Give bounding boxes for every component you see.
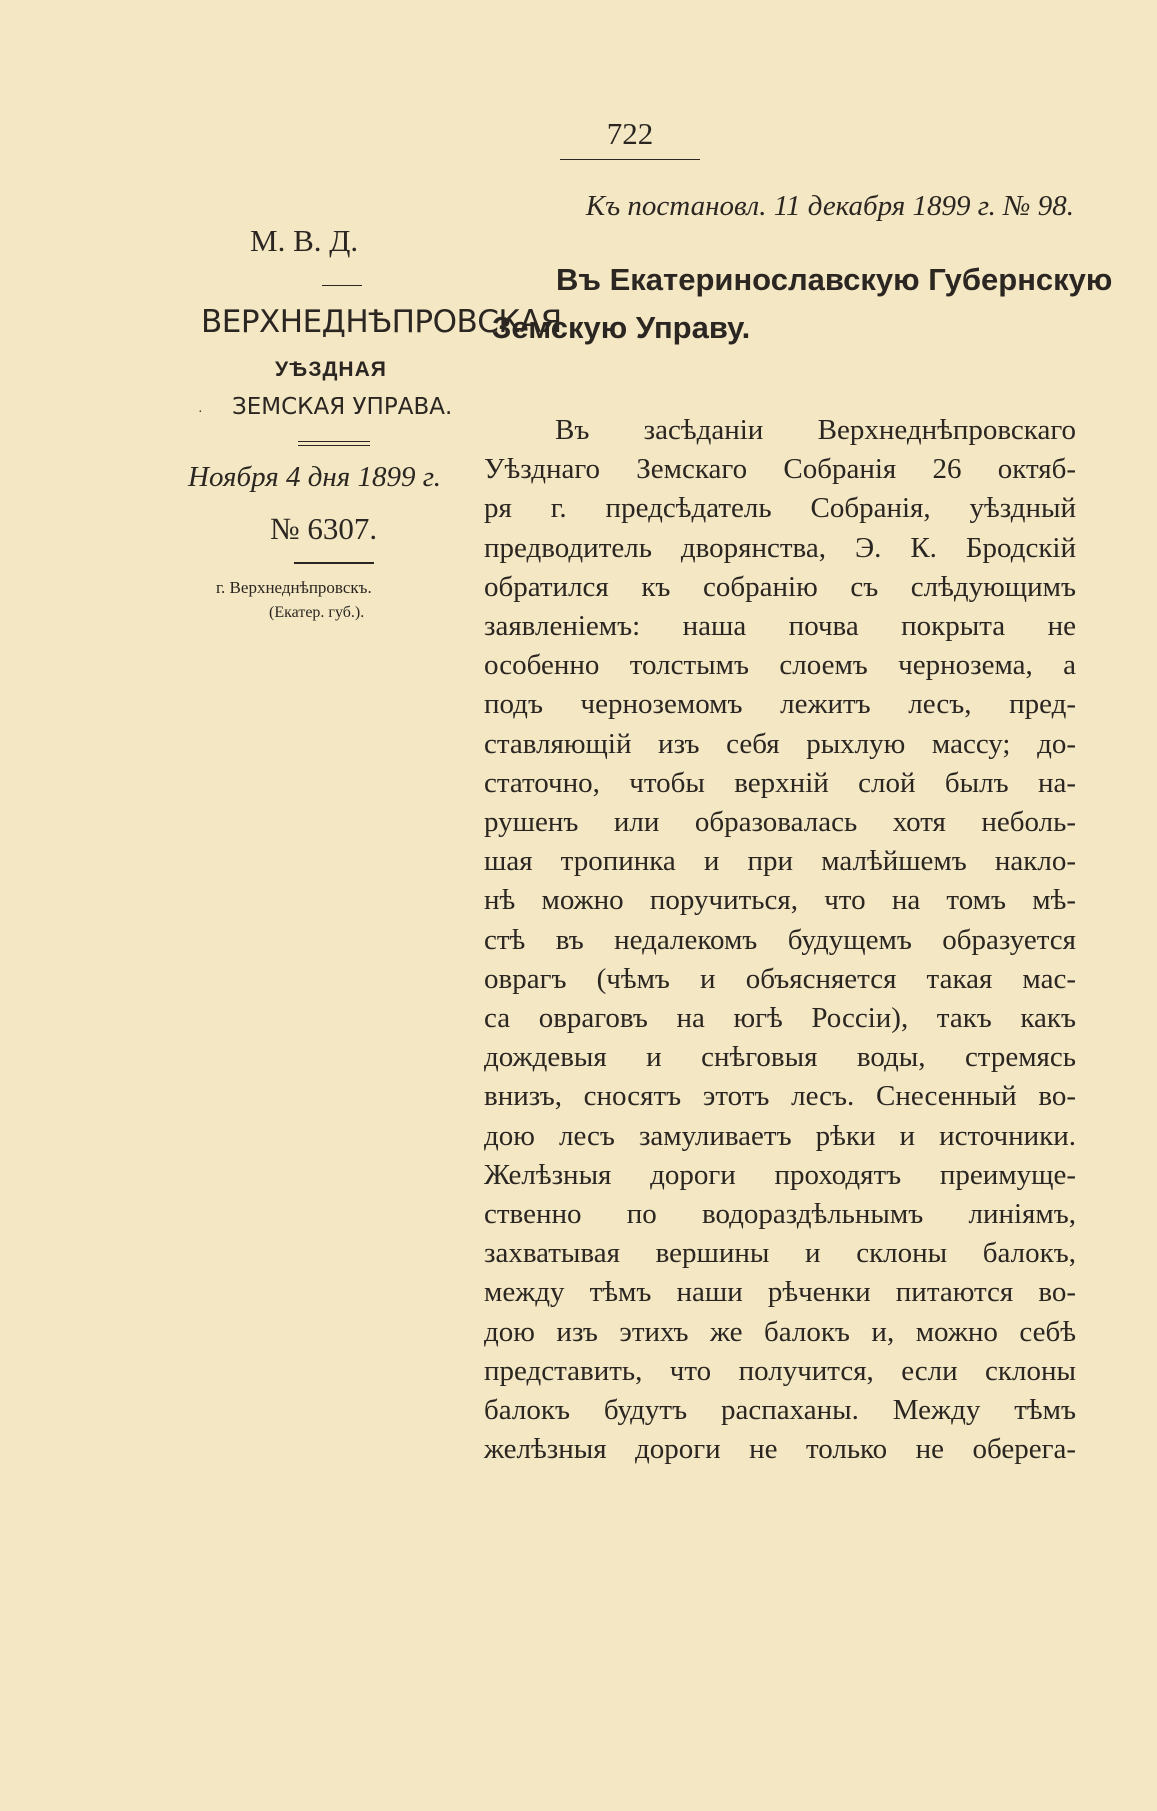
letter-number: № 6307. [270, 511, 378, 546]
body-line: нѣ можно поручиться, что на томъ мѣ- [484, 884, 1076, 917]
page-number: 722 [606, 116, 654, 151]
body-line: захватывая вершины и склоны балокъ, [484, 1237, 1076, 1270]
body-line: обратился къ собранію съ слѣдующимъ [484, 570, 1076, 603]
body-line: ря г. предсѣдатель Собранія, уѣздный [484, 492, 1076, 525]
body-line: особенно толстымъ слоемъ чернозема, а [484, 649, 1076, 682]
body-line: стѣ въ недалекомъ будущемъ образуется [484, 923, 1076, 956]
office-type-line-1: УѢЗДНАЯ [275, 358, 387, 381]
body-line: ственно по водораздѣльнымъ линіямъ, [484, 1198, 1076, 1231]
sender-province: (Екатер. губ.). [269, 604, 365, 621]
body-line: Уѣзднаго Земскаго Собранія 26 октяб- [484, 453, 1076, 486]
body-line: дождевыя и снѣговыя воды, стремясь [484, 1041, 1076, 1074]
addressee-line-1: Въ Екатеринославскую Губернскую [556, 262, 1113, 297]
body-line: предводитель дворянства, Э. К. Бродскій [484, 531, 1076, 564]
double-rule [298, 441, 370, 446]
body-line: подъ черноземомъ лежитъ лесъ, пред- [484, 688, 1076, 721]
body-line: дою лесъ замуливаетъ рѣки и источники. [484, 1119, 1076, 1152]
body-line: заявленіемъ: наша почва покрыта не [484, 610, 1076, 643]
body-line: Желѣзныя дороги проходятъ преимуще- [484, 1158, 1076, 1191]
body-line: рушенъ или образовалась хотя неболь- [484, 806, 1076, 839]
sender-place: г. Верхнеднѣпровскъ. [216, 578, 372, 597]
heading-dash [322, 285, 362, 286]
body-line: шая тропинка и при малѣйшемъ накло- [484, 845, 1076, 878]
body-line: ставляющій изъ себя рыхлую массу; до- [484, 727, 1076, 760]
letter-body [484, 411, 1076, 1469]
body-line: статочно, чтобы верхній слой былъ на- [484, 766, 1076, 799]
body-line: между тѣмъ наши рѣченки питаются во- [484, 1276, 1076, 1309]
margin-dot: · [198, 405, 203, 420]
body-line: балокъ будутъ распаханы. Между тѣмъ [484, 1394, 1076, 1427]
body-line: желѣзныя дороги не только не оберега- [484, 1433, 1076, 1466]
body-line: оврагъ (чѣмъ и объясняется такая мас- [484, 962, 1076, 995]
office-name: ВЕРХНЕДНѢПРОВСКАЯ [201, 304, 562, 340]
ministry-heading: М. В. Д. [250, 223, 359, 258]
addressee-line-2: Земскую Управу. [492, 310, 751, 345]
number-rule [294, 562, 374, 564]
body-line: дою изъ этихъ же балокъ и, можно себѣ [484, 1315, 1076, 1348]
body-line: Въ засѣданіи Верхнеднѣпровскаго [555, 414, 1076, 446]
body-line: са овраговъ на югѣ Россіи), такъ какъ [484, 1002, 1076, 1035]
resolution-reference: Къ постановл. 11 декабря 1899 г. № 98. [585, 190, 1074, 222]
page-number-rule [560, 159, 700, 160]
letter-date: Ноября 4 дня 1899 г. [188, 461, 441, 493]
body-line: внизъ, сносятъ этотъ лесъ. Снесенный во- [484, 1080, 1076, 1113]
office-type-line-2: ЗЕМСКАЯ УПРАВА. [232, 394, 453, 420]
body-line: представить, что получится, если склоны [484, 1354, 1076, 1387]
